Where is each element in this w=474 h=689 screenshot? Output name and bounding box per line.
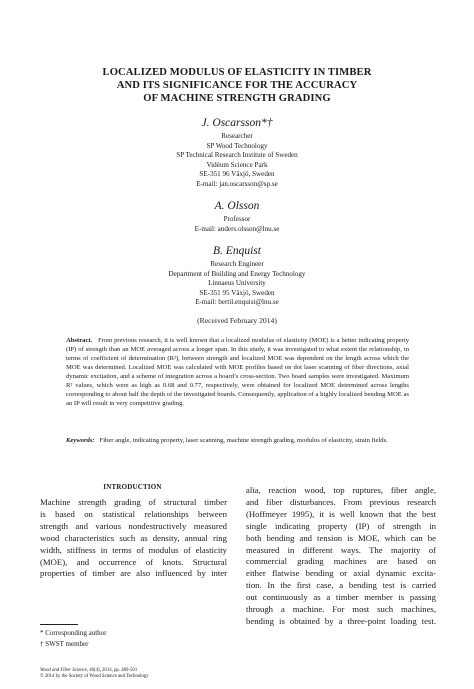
- text-line: is based on statistical relationships between: [40, 508, 227, 519]
- title-line: AND ITS SIGNIFICANCE FOR THE ACCURACY: [116, 80, 358, 92]
- email-link[interactable]: E-mail: bertil.enquist@lnu.se: [195, 298, 279, 307]
- paper-title: [40, 66, 434, 106]
- affiliation-line: Vidéum Science Park: [206, 160, 268, 169]
- email-link[interactable]: E-mail: anders.olsson@lnu.se: [194, 224, 280, 233]
- text-line: both bending and tension is MOE, which can be: [246, 532, 436, 543]
- journal-copyright: © 2014 by the Society of Wood Science and Technology: [40, 674, 149, 680]
- keywords-label: Keywords:: [66, 437, 95, 444]
- affiliation-line: SE-351 96 Växjö, Sweden: [199, 170, 275, 179]
- journal-name: Wood and Fiber Science,: [40, 668, 89, 673]
- footnote-rule: [40, 624, 78, 625]
- text-line: out continuously as a timber member is passing: [246, 592, 436, 603]
- text-line: measured in different ways. The majority of: [246, 544, 436, 555]
- text-line: tion. In the first case, a bending test is carried: [246, 580, 436, 591]
- abstract-text: From previous research, it is well known that a localized modulus of elasticity (MOE) is a better indicating property (IP) of strength than an MOE averaged across a longer span. In this study, it was investigated to what extent the relationship, in terms of coefficient of determination (R²), between strength and localized MOE was dependent on the length across which the MOE was determined. Localized MOE was calculated with MOE profiles based on dot laser scanning of fiber directions, axial dynamic excitation, and a scheme of integration across a board’s cross-section. Two board samples were investigated. Maximum R² values, which were as high as 0.68 and 0.77, respectively, were obtained for localized MOE determined across lengths corresponding to about half the depth of the investigated boards. Consequently, application of a highly localized bending MOE as an IP will result in very competitive grading.: [66, 337, 409, 407]
- keywords: [66, 437, 409, 446]
- email-link[interactable]: E-mail: jan.oscarsson@sp.se: [196, 179, 278, 188]
- affiliation-line: SP Wood Technology: [206, 141, 268, 150]
- text-line: through a machine. For most such machines,: [246, 604, 436, 615]
- author-name: B. Enquist: [213, 245, 261, 257]
- affiliation-line: Researcher: [221, 132, 253, 140]
- text-line: strength and various nondestructively measured: [40, 520, 227, 531]
- section-heading: INTRODUCTION: [103, 483, 162, 491]
- text-line: either flatwise bending or axial dynamic excita-: [246, 568, 436, 579]
- keywords-text: Fiber angle, indicating property, laser scanning, machine strength grading, modulus of elasticity, strain fields.: [99, 437, 388, 444]
- title-line: OF MACHINE STRENGTH GRADING: [143, 93, 331, 105]
- text-line: (Hoffmeyer 1995), it is well known that the best: [246, 508, 436, 519]
- affiliation-line: Linnaeus University: [208, 279, 266, 288]
- text-line: (MOE), and occurrence of knots. Structural: [40, 556, 227, 567]
- author-affiliation: [0, 215, 474, 234]
- affiliation-line: SP Technical Research Institute of Sweden: [176, 151, 298, 160]
- author-name: A. Olsson: [214, 200, 260, 212]
- text-line: bending is obtained by a three-point loading test.: [246, 615, 436, 626]
- text-line: single indicating property (IP) of strength in: [246, 520, 436, 531]
- abstract: [66, 337, 409, 409]
- affiliation-line: SE-351 95 Växjö, Sweden: [199, 288, 275, 297]
- text-line: wood characteristics such as density, annual ring: [40, 532, 227, 543]
- affiliation-line: Department of Building and Energy Technology: [168, 269, 306, 278]
- footnote: * Corresponding author: [40, 629, 107, 637]
- title-line: LOCALIZED MODULUS OF ELASTICITY IN TIMBER: [102, 67, 372, 78]
- affiliation-line: Professor: [223, 215, 251, 223]
- author-affiliation: [0, 260, 474, 308]
- text-line: Machine strength grading of structural timber: [40, 497, 227, 507]
- journal-citation: [40, 668, 149, 681]
- text-line: alia, reaction wood, top ruptures, fiber angle,: [246, 485, 436, 495]
- text-line: commercial grading machines are based on: [246, 556, 436, 567]
- footnote: † SWST member: [40, 640, 89, 648]
- abstract-label: Abstract.: [66, 337, 93, 344]
- received-date: (Received February 2014): [197, 316, 277, 325]
- text-line: and fiber disturbances. From previous research: [246, 496, 436, 507]
- text-line: properties of timber are also influenced by inter: [40, 568, 227, 579]
- affiliation-line: Research Engineer: [210, 260, 264, 268]
- journal-details: 46(4), 2014, pp. 489-501: [89, 668, 138, 673]
- author-name: J. Oscarsson*†: [201, 117, 273, 129]
- right-column-text: [246, 485, 436, 628]
- left-column-text: [40, 497, 227, 580]
- author-affiliation: [0, 132, 474, 190]
- text-line: width, stiffness in terms of modulus of elasticity: [40, 544, 227, 555]
